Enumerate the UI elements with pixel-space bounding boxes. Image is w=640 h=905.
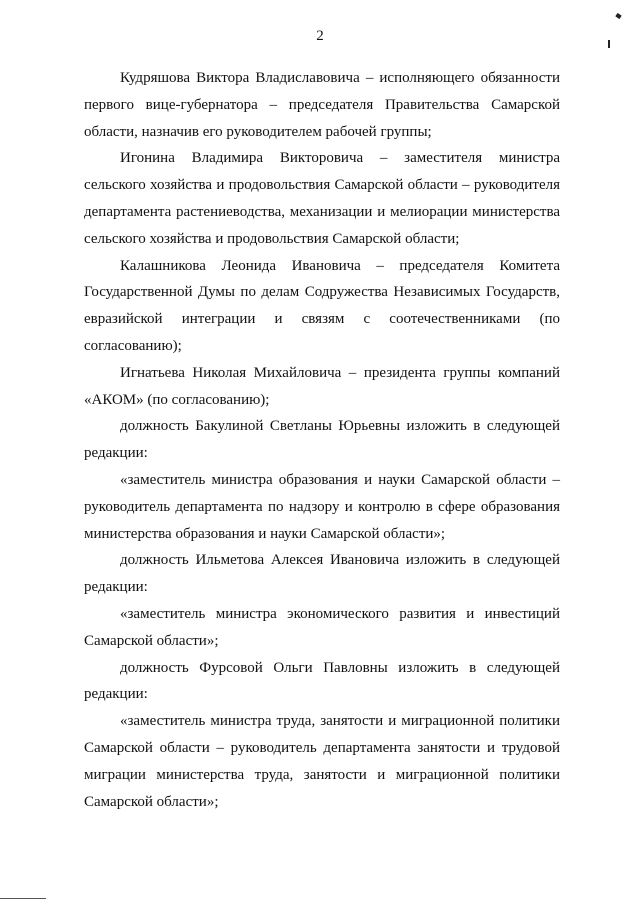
paragraph-bakulina-position: должность Бакулиной Светланы Юрьевны изложить в следующей редакции: [84, 418, 560, 462]
paragraph-ilmetov-new-title: «заместитель министра экономического развития и инвестиций Самарской области»; [84, 605, 560, 649]
document-body [84, 65, 560, 815]
paragraph-kalashnikov: Калашникова Леонида Ивановича – председателя Комитета Государственной Думы по делам Содружества Независимых Государств, евразийской интеграции и связям с соотечественниками (по согласованию); [84, 257, 560, 354]
paragraph-bakulina-new-title: «заместитель министра образования и науки Самарской области – руководитель департамента по надзору и контролю в сфере образования министерства образования и науки Самарской области»; [84, 471, 560, 542]
paragraph-igonin: Игонина Владимира Викторовича – заместителя министра сельского хозяйства и продовольствия Самарской области – руководителя департамента растениеводства, механизации и мелиорации министерства сельского хозяйства и продовольствия Самарской области; [84, 150, 560, 247]
paragraph-ilmetov-position: должность Ильметова Алексея Ивановича изложить в следующей редакции: [84, 552, 560, 596]
scan-mark-right [608, 40, 610, 48]
page-number: 2 [316, 28, 324, 44]
paragraph-ignatiev: Игнатьева Николая Михайловича – президента группы компаний «АКОМ» (по согласованию); [84, 364, 560, 408]
paragraph-kudryashov: Кудряшова Виктора Владиславовича – исполняющего обязанности первого вице-губернатора – председателя Правительства Самарской области, назначив его руководителем рабочей группы; [84, 70, 560, 140]
paragraph-fursova-position: должность Фурсовой Ольги Павловны изложить в следующей редакции: [84, 659, 560, 703]
scan-mark-top-right [615, 13, 621, 19]
scan-mark-bottom-left [0, 898, 46, 899]
paragraph-fursova-new-title: «заместитель министра труда, занятости и миграционной политики Самарской области – руководитель департамента занятости и трудовой миграции министерства труда, занятости и миграционной политики Самарской области»; [84, 713, 560, 810]
